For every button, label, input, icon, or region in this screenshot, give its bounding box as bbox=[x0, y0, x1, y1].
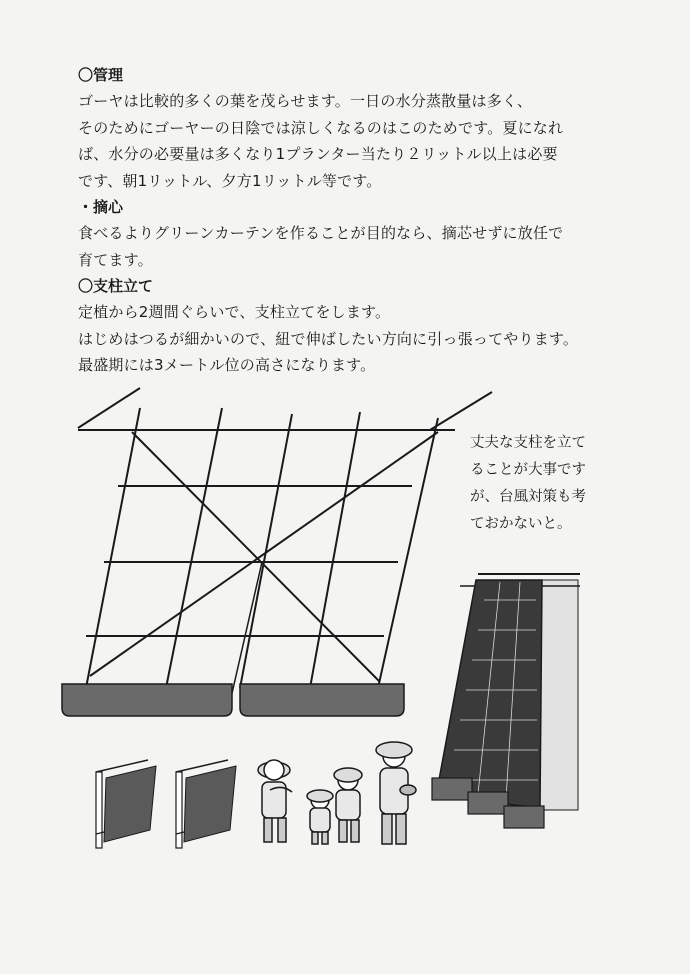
text-line: が、台風対策も考 bbox=[470, 489, 586, 505]
text-line: ることが大事です bbox=[470, 462, 586, 478]
text-line: ば、水分の必要量は多くなり1プランター当たり２リットル以上は必要 bbox=[78, 145, 558, 163]
green-curtain bbox=[96, 760, 236, 848]
text-line: 丈夫な支柱を立て bbox=[470, 435, 586, 451]
callout-text bbox=[470, 430, 620, 538]
green-curtain bbox=[432, 574, 580, 828]
text-line: です、朝1リットル、夕方1リットル等です。 bbox=[78, 171, 382, 190]
text-line: ておかないと。 bbox=[470, 516, 572, 532]
text-line: ゴーヤは比較的多くの葉を茂らせます。一日の水分蒸散量は多く、 bbox=[78, 92, 533, 110]
family-illustration bbox=[258, 742, 416, 844]
text-line: 食べるよりグリーンカーテンを作ることが目的なら、摘芯せずに放任で bbox=[78, 224, 564, 242]
staking-heading: 〇支柱立て bbox=[78, 277, 154, 295]
text-line: 育てます。 bbox=[78, 250, 153, 269]
text-line: 最盛期には3メートル位の高さになります。 bbox=[78, 356, 376, 374]
text-line: そのためにゴーヤーの日陰では涼しくなるのはこのためです。夏になれ bbox=[78, 118, 564, 137]
text-line: はじめはつるが細かいので、紐で伸ばしたい方向に引っ張ってやります。 bbox=[78, 329, 579, 348]
pinching-heading: ・摘心 bbox=[78, 198, 124, 216]
text-line: 定植から2週間ぐらいで、支柱立てをします。 bbox=[78, 303, 391, 321]
management-heading: 〇管理 bbox=[78, 66, 124, 84]
trellis-diagram bbox=[78, 388, 492, 702]
